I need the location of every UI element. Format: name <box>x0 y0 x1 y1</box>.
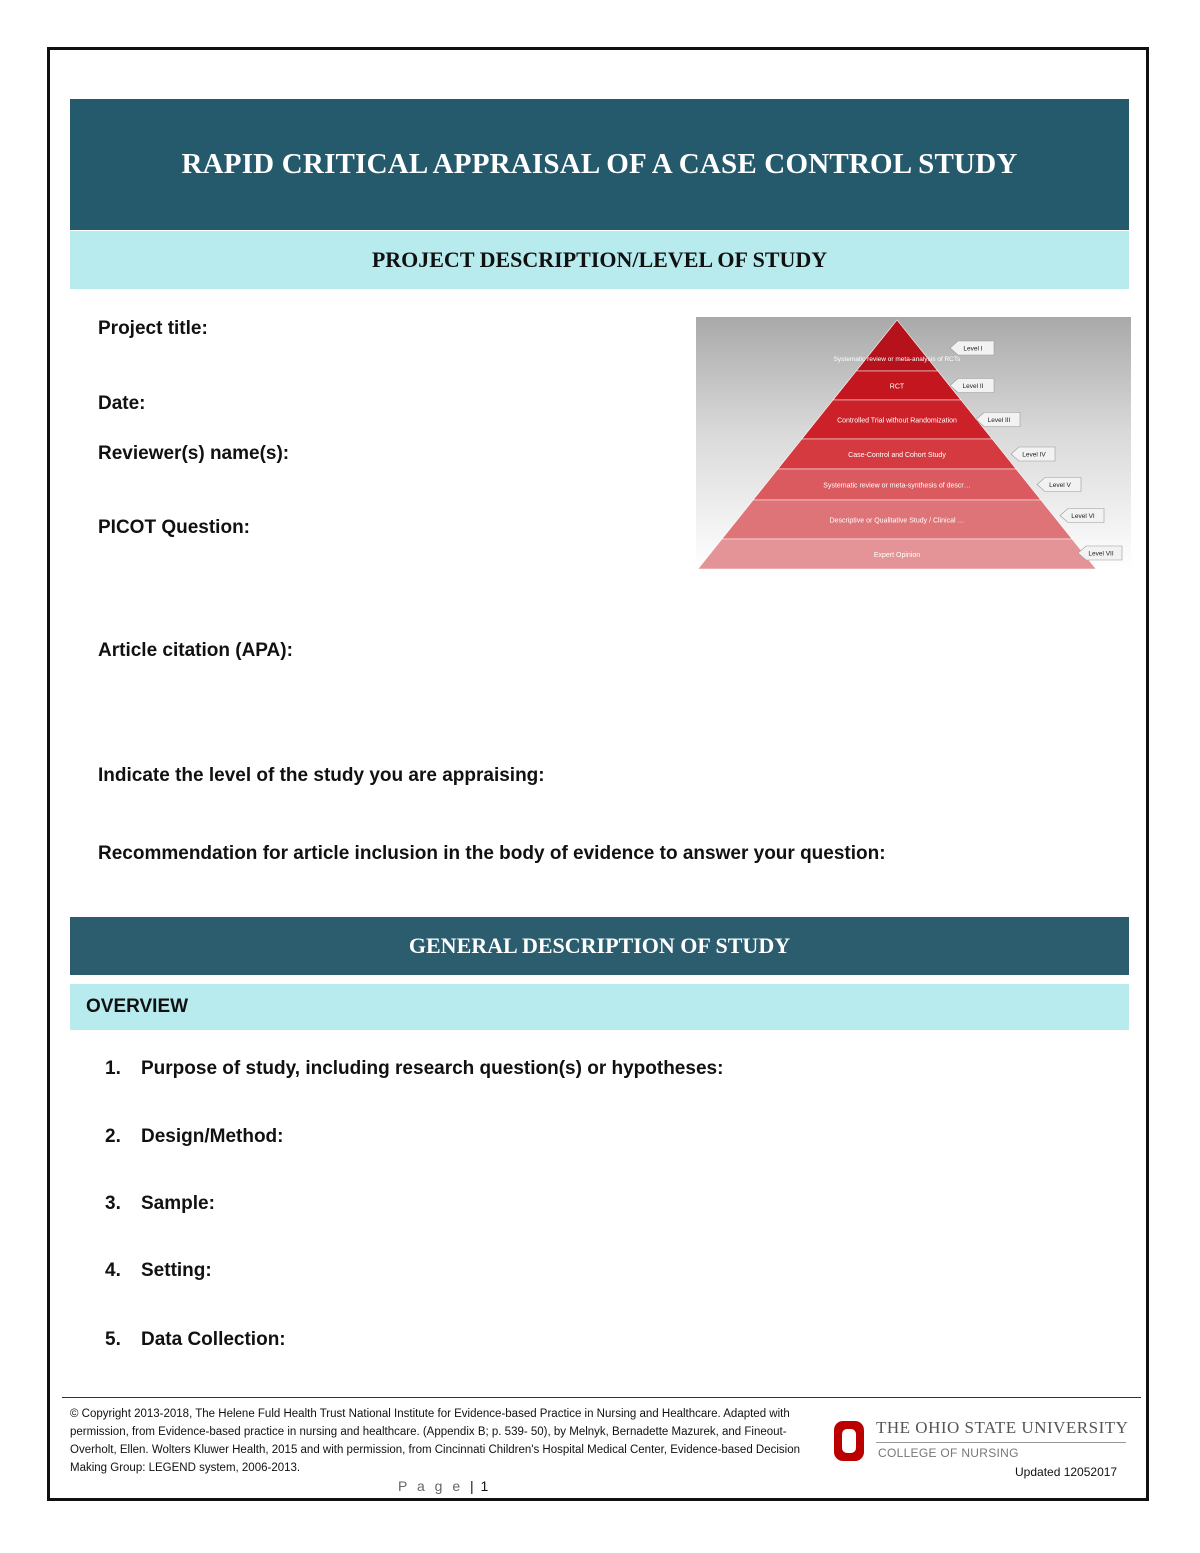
date-label: Date: <box>98 393 146 414</box>
overview-banner <box>70 984 1129 1030</box>
evidence-pyramid <box>696 317 1131 571</box>
general-description-heading: GENERAL DESCRIPTION OF STUDY <box>408 933 791 958</box>
level-label: Level V <box>1049 482 1071 489</box>
pyramid-tier-label: Descriptive or Qualitative Study / Clinical … <box>829 517 965 525</box>
university-rule <box>876 1442 1126 1443</box>
list-item-number: 5. <box>105 1329 121 1350</box>
list-item-setting <box>105 1260 212 1282</box>
list-item-number: 2. <box>105 1126 121 1147</box>
pyramid-tier-label: Systematic review or meta-synthesis of descr… <box>823 482 971 490</box>
evidence-pyramid-image <box>696 317 1131 571</box>
college-name: COLLEGE OF NURSING <box>878 1446 1019 1460</box>
page-separator: | <box>470 1478 474 1494</box>
document-title: RAPID CRITICAL APPRAISAL OF A CASE CONTROL STUDY <box>181 148 1018 180</box>
level-label: Level VII <box>1088 550 1114 558</box>
title-banner <box>70 99 1129 230</box>
list-item-purpose <box>105 1058 723 1080</box>
list-item-label: Setting: <box>141 1260 212 1281</box>
updated-date: Updated 12052017 <box>1015 1465 1118 1479</box>
level-label: Level VI <box>1071 513 1095 520</box>
page-number <box>398 1478 488 1494</box>
section-subtitle: PROJECT DESCRIPTION/LEVEL OF STUDY <box>371 247 828 272</box>
list-item-design <box>105 1126 284 1148</box>
level-label: Level III <box>987 417 1011 424</box>
pyramid-tier-label: Systematic review or meta-analysis of RCTs <box>833 356 961 363</box>
overview-heading: OVERVIEW <box>86 996 189 1017</box>
list-item-label: Data Collection: <box>141 1329 286 1350</box>
picot-label: PICOT Question: <box>98 517 250 538</box>
list-item-label: Design/Method: <box>141 1126 284 1147</box>
footer-divider <box>62 1397 1141 1398</box>
level-label: Level IV <box>1022 451 1046 459</box>
recommendation-label: Recommendation for article inclusion in the body of evidence to answer your question: <box>98 843 886 864</box>
list-item-number: 1. <box>105 1058 121 1079</box>
osu-block-o-logo <box>833 1420 865 1462</box>
citation-label: Article citation (APA): <box>98 640 293 661</box>
reviewers-label: Reviewer(s) name(s): <box>98 443 290 464</box>
list-item-number: 4. <box>105 1260 121 1281</box>
pyramid-tier-label: Case-Control and Cohort Study <box>848 452 946 459</box>
project-title-label: Project title: <box>98 318 208 339</box>
pyramid-tier-label: RCT <box>889 383 905 391</box>
general-description-banner <box>70 917 1129 975</box>
pyramid-tier-label: Expert Opinion <box>873 552 921 559</box>
page-number-value: 1 <box>480 1478 489 1494</box>
copyright-notice: © Copyright 2013-2018, The Helene Fuld Health Trust National Institute for Evidence-based Practice in Nursing and Healthcare. Adapted with permission, from Evidence-based practice in nursing and healthcare. (Appendix B; p. 539- 50), by Melnyk, Bernadette Mazurek, and Fineout-Overholt, Ellen. Wolters Kluwer Health, 2015 and with permission, from Cincinnati Children's Hospital Medical Center, Evidence-based Decision Making Group: LEGEND system, 2006-2013. <box>70 1408 801 1474</box>
list-item-data-collection <box>105 1329 286 1351</box>
level-label: Level II <box>962 383 984 390</box>
level-label: Level I <box>963 345 983 353</box>
list-item-number: 3. <box>105 1193 121 1214</box>
list-item-label: Purpose of study, including research question(s) or hypotheses: <box>141 1058 724 1079</box>
subtitle-banner <box>70 231 1129 289</box>
level-label: Indicate the level of the study you are appraising: <box>98 765 545 786</box>
list-item-sample <box>105 1193 215 1215</box>
university-name: THE OHIO STATE UNIVERSITY <box>876 1418 1129 1437</box>
page-label: P a g e <box>398 1478 464 1494</box>
pyramid-tier-label: Controlled Trial without Randomization <box>837 417 957 425</box>
list-item-label: Sample: <box>141 1193 215 1214</box>
pyramid-tier <box>856 320 938 371</box>
